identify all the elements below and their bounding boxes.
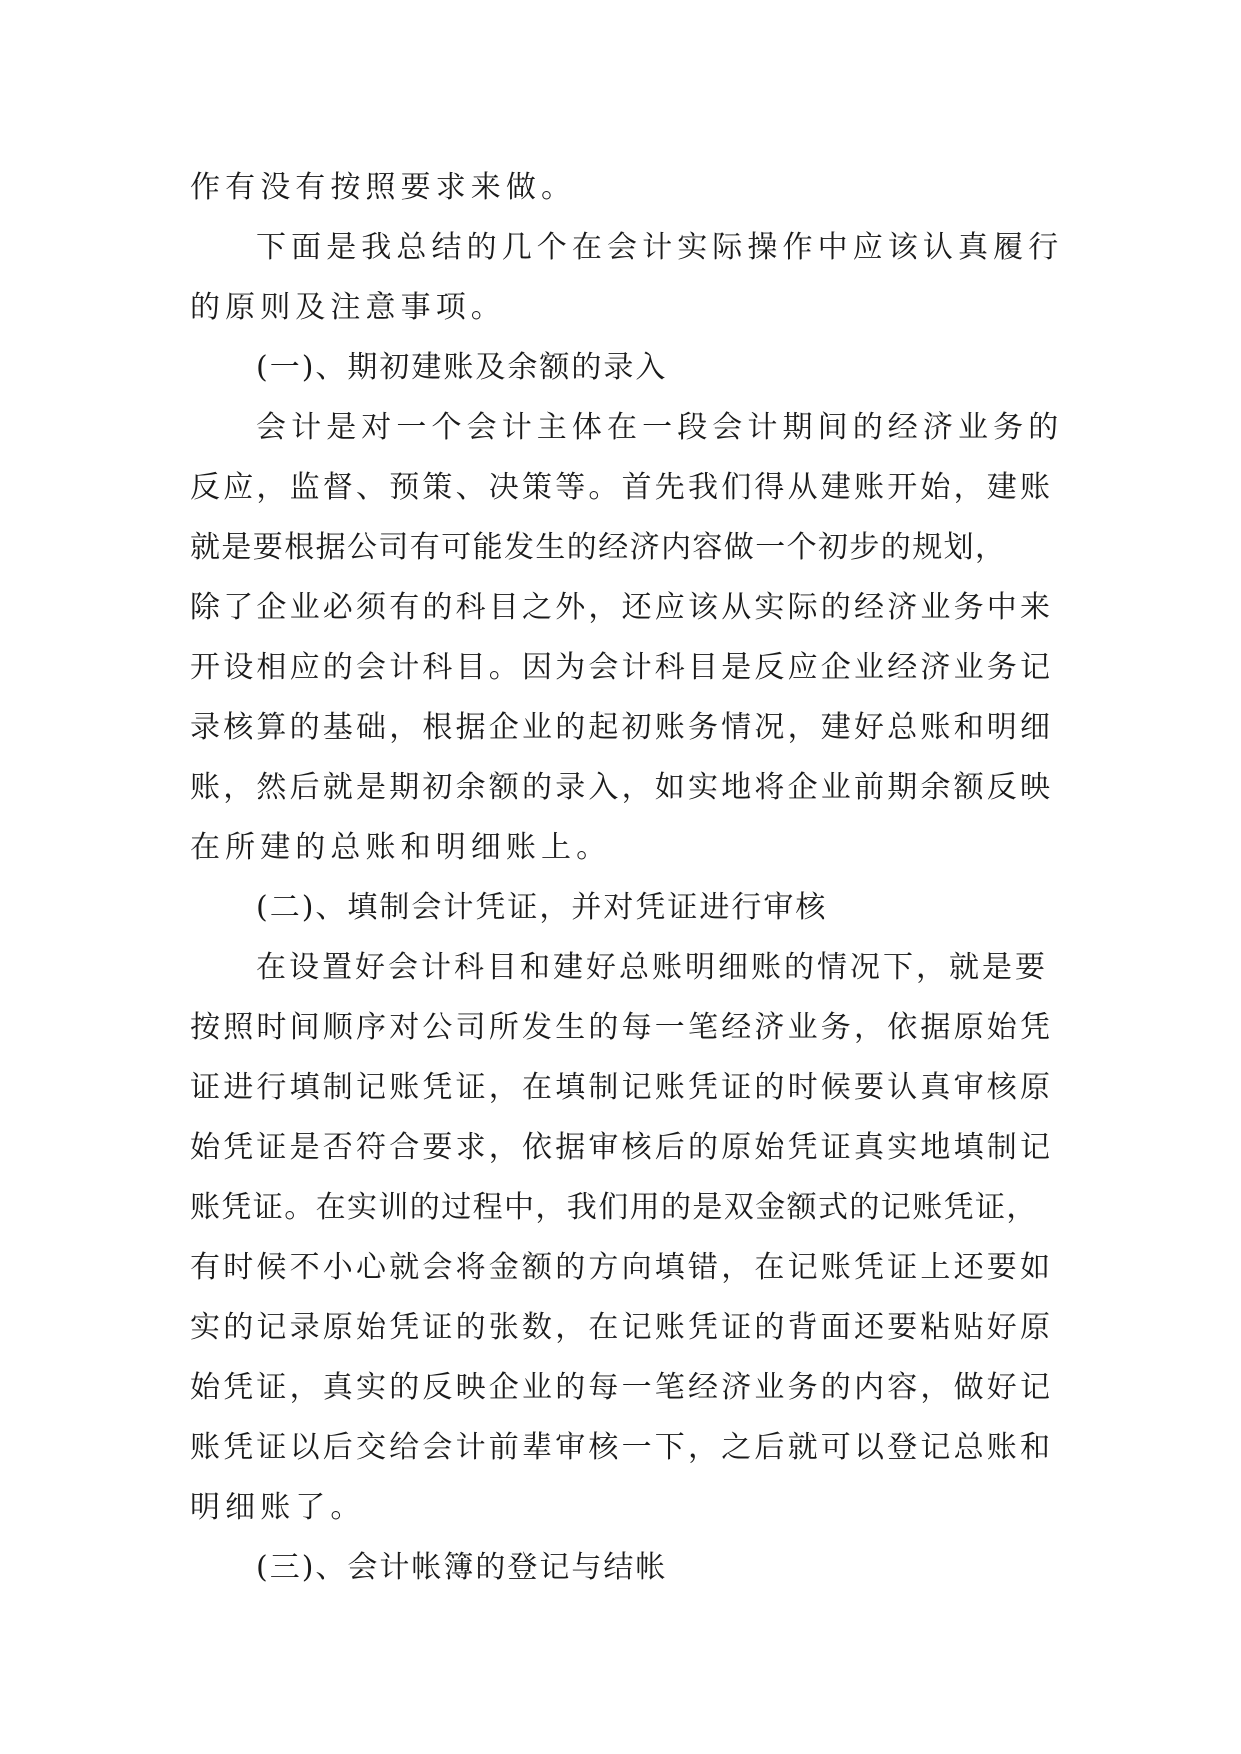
- paragraph-line: 账，然后就是期初余额的录入，如实地将企业前期余额反映: [190, 770, 1054, 805]
- paragraph-line: 实的记录原始凭证的张数，在记账凭证的背面还要粘贴好原: [190, 1310, 1054, 1345]
- paragraph-line: 下面是我总结的几个在会计实际操作中应该认真履行: [256, 230, 1064, 265]
- paragraph-line: 作有没有按照要求来做。: [190, 170, 577, 205]
- paragraph-line: 在设置好会计科目和建好总账明细账的情况下，就是要: [256, 950, 1048, 985]
- document-body: [190, 158, 1064, 1598]
- paragraph-line: 账凭证以后交给会计前辈审核一下，之后就可以登记总账和: [190, 1430, 1054, 1465]
- paragraph-line: 始凭证，真实的反映企业的每一笔经济业务的内容，做好记: [190, 1370, 1054, 1405]
- paragraph-line: 反应，监督、预策、决策等。首先我们得从建账开始，建账: [190, 470, 1054, 505]
- paragraph-line: 的原则及注意事项。: [190, 290, 506, 325]
- paragraph-line: 开设相应的会计科目。因为会计科目是反应企业经济业务记: [190, 650, 1054, 685]
- paragraph-line: 录核算的基础，根据企业的起初账务情况，建好总账和明细: [190, 710, 1054, 745]
- paragraph-line: 就是要根据公司有可能发生的经济内容做一个初步的规划，: [190, 530, 1007, 565]
- paragraph-line: 始凭证是否符合要求，依据审核后的原始凭证真实地填制记: [190, 1130, 1054, 1165]
- paragraph-line: 按照时间顺序对公司所发生的每一笔经济业务，依据原始凭: [190, 1010, 1054, 1045]
- paragraph-line: 有时候不小心就会将金额的方向填错，在记账凭证上还要如: [190, 1250, 1054, 1285]
- section-heading: (三)、会计帐簿的登记与结帐: [256, 1550, 668, 1585]
- paragraph-line: 除了企业必须有的科目之外，还应该从实际的经济业务中来: [190, 590, 1054, 625]
- paragraph-line: 明细账了。: [190, 1490, 366, 1525]
- paragraph-line: 账凭证。在实训的过程中，我们用的是双金额式的记账凭证，: [190, 1190, 1038, 1225]
- paragraph-line: 会计是对一个会计主体在一段会计期间的经济业务的: [256, 410, 1064, 445]
- paragraph-line: 证进行填制记账凭证，在填制记账凭证的时候要认真审核原: [190, 1070, 1054, 1105]
- paragraph-line: 在所建的总账和明细账上。: [190, 830, 612, 865]
- section-heading: (一)、期初建账及余额的录入: [256, 350, 668, 385]
- section-heading: (二)、填制会计凭证，并对凭证进行审核: [256, 890, 828, 925]
